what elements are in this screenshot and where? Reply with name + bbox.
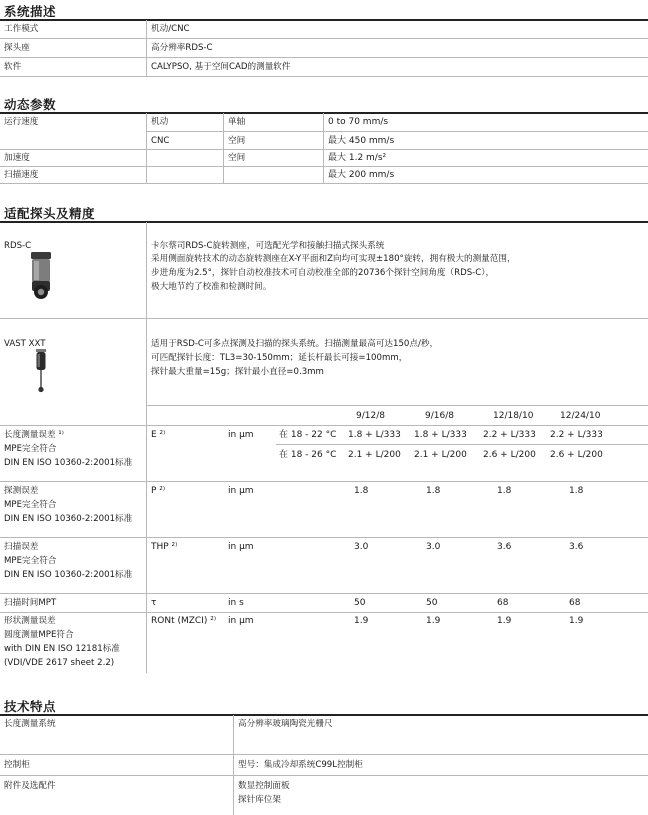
accuracy-value: 1.8: [497, 486, 512, 496]
accuracy-value: 1.8 + L/333: [414, 430, 467, 440]
dynamic-value-cnc: 最大 450 mm/s: [328, 136, 395, 146]
accuracy-label-probing: MPE完全符合: [4, 500, 57, 510]
tech-value-length-system: 高分辨率玻璃陶瓷光栅尺: [238, 719, 333, 729]
description-line: 适用于RSD-C可多点探测及扫描的探头系统。扫描测量最高可达150点/秒，: [151, 339, 439, 349]
vast-xxt-probe-icon: [32, 348, 50, 396]
accuracy-value: 50: [354, 598, 366, 608]
dynamic-accel-axis: 空间: [228, 153, 246, 163]
accuracy-column-header: 12/24/10: [560, 411, 601, 421]
system-value-software: CALYPSO, 基于空间CAD的测量软件: [151, 62, 291, 72]
probe-label-vast: VAST XXT: [4, 339, 46, 349]
row-divider: [0, 76, 648, 77]
accuracy-unit: in µm: [228, 486, 254, 496]
row-divider: [146, 405, 648, 406]
column-divider: [146, 113, 147, 183]
row-divider: [0, 593, 648, 594]
dynamic-mode-motor: 机动: [151, 117, 169, 127]
row-divider: [0, 425, 648, 426]
section-title-tech: 技术特点: [4, 699, 57, 714]
row-divider: [0, 612, 648, 613]
system-label-probe-head: 探头座: [4, 43, 30, 53]
accuracy-label-form: 形状测量误差: [4, 616, 56, 626]
accuracy-symbol-probing: P ²⁾: [151, 486, 166, 496]
accuracy-symbol-time: τ: [151, 598, 157, 608]
column-divider: [323, 113, 324, 183]
column-divider: [146, 405, 147, 673]
description-line: 步进角度为2.5°，探针自动校准技术可自动校准全部的20736个探针空间角度（RDS-C），: [151, 268, 495, 278]
system-value-mode: 机动/CNC: [151, 24, 190, 34]
accuracy-unit: in µm: [228, 542, 254, 552]
dynamic-axis-space: 空间: [228, 136, 246, 146]
section-rule: [0, 221, 648, 223]
accuracy-value: 1.8 + L/333: [348, 430, 401, 440]
accuracy-value: 1.8: [426, 486, 441, 496]
row-divider: [146, 131, 648, 132]
accuracy-value: 2.1 + L/200: [414, 450, 467, 460]
column-divider: [223, 113, 224, 183]
accuracy-label-probing: 探测误差: [4, 486, 39, 496]
accuracy-value: 68: [497, 598, 509, 608]
accuracy-column-header: 9/12/8: [356, 411, 385, 421]
tech-label-length-system: 长度测量系统: [4, 719, 56, 729]
system-label-software: 软件: [4, 62, 22, 72]
row-divider: [0, 537, 648, 538]
accuracy-unit: in s: [228, 598, 244, 608]
accuracy-unit: in µm: [228, 616, 254, 626]
accuracy-value: 3.6: [497, 542, 512, 552]
row-divider: [0, 318, 648, 319]
section-title-dynamic: 动态参数: [4, 97, 57, 112]
accuracy-value: 3.0: [354, 542, 369, 552]
row-divider: [276, 444, 648, 445]
accuracy-value: 2.6 + L/200: [550, 450, 603, 460]
section-title-system: 系统描述: [4, 4, 57, 19]
accuracy-label-time: 扫描时间MPT: [4, 598, 57, 608]
dynamic-label-scan: 扫描速度: [4, 170, 39, 180]
dynamic-accel-value: 最大 1.2 m/s²: [328, 153, 387, 163]
row-divider: [0, 754, 648, 755]
description-line: 卡尔蔡司RDS-C旋转测座，可选配光学和接触扫描式探头系统: [151, 241, 385, 251]
system-label-mode: 工作模式: [4, 24, 39, 34]
accuracy-unit: in µm: [228, 430, 254, 440]
accuracy-symbol-scanning: THP ²⁾: [151, 542, 178, 552]
accuracy-column-header: 9/16/8: [425, 411, 454, 421]
accuracy-label-scanning: DIN EN ISO 10360-2:2001标准: [4, 570, 133, 580]
dynamic-scan-value: 最大 200 mm/s: [328, 170, 395, 180]
dynamic-label-accel: 加速度: [4, 153, 30, 163]
tech-value-accessories: 数显控制面板: [238, 781, 290, 791]
accuracy-value: 1.8: [354, 486, 369, 496]
accuracy-value: 1.8: [569, 486, 584, 496]
row-divider: [0, 57, 648, 58]
tech-label-controller: 控制柜: [4, 760, 30, 770]
row-divider: [0, 38, 648, 39]
accuracy-value: 2.2 + L/333: [550, 430, 603, 440]
accuracy-label-length: DIN EN ISO 10360-2:2001标准: [4, 458, 133, 468]
tech-value-controller: 型号：集成冷却系统C99L控制柜: [238, 760, 363, 770]
column-divider: [146, 20, 147, 76]
accuracy-column-header: 12/18/10: [493, 411, 534, 421]
description-line: 可匹配探针长度：TL3=30-150mm；延长杆最长可接=100mm，: [151, 353, 408, 363]
description-line: 探针最大重量=15g；探针最小直径=0.3mm: [151, 367, 324, 377]
accuracy-label-form: 圆度测量MPE符合: [4, 630, 74, 640]
accuracy-value: 1.9: [354, 616, 369, 626]
accuracy-label-form: (VDI/VDE 2617 sheet 2.2): [4, 658, 115, 668]
probe-label-rdsc: RDS-C: [4, 241, 32, 251]
accuracy-value: 1.9: [497, 616, 512, 626]
accuracy-value: 3.6: [569, 542, 584, 552]
accuracy-label-length: 长度测量误差 ¹⁾: [4, 430, 64, 440]
accuracy-label-scanning: 扫描误差: [4, 542, 39, 552]
row-divider: [0, 183, 648, 184]
dynamic-axis-single: 单轴: [228, 117, 246, 127]
section-rule: [0, 112, 648, 114]
accuracy-value: 1.9: [426, 616, 441, 626]
column-divider: [146, 222, 147, 405]
accuracy-label-length: MPE完全符合: [4, 444, 57, 454]
accuracy-value: 1.9: [569, 616, 584, 626]
row-divider: [0, 775, 648, 776]
section-rule: [0, 19, 648, 21]
accuracy-temp: 在 18 - 26 °C: [279, 450, 337, 460]
section-rule: [0, 714, 648, 716]
row-divider: [0, 166, 648, 167]
accuracy-value: 2.2 + L/333: [483, 430, 536, 440]
tech-label-accessories: 附件及选配件: [4, 781, 56, 791]
description-line: 极大地节约了校准和检测时间。: [151, 282, 272, 292]
tech-value-accessories: 探针库位架: [238, 795, 281, 805]
accuracy-label-form: with DIN EN ISO 12181标准: [4, 644, 120, 654]
row-divider: [0, 481, 648, 482]
accuracy-symbol-length: E ²⁾: [151, 430, 166, 440]
section-title-probe: 适配探头及精度: [4, 206, 96, 221]
accuracy-value: 2.6 + L/200: [483, 450, 536, 460]
description-line: 采用侧面旋转技术的动态旋转测座在X-Y平面和Z向均可实现±180°旋转，拥有极大的测量范围，: [151, 254, 516, 264]
row-divider: [0, 149, 648, 150]
column-divider: [233, 715, 234, 815]
accuracy-value: 50: [426, 598, 438, 608]
accuracy-temp: 在 18 - 22 °C: [279, 430, 337, 440]
accuracy-label-scanning: MPE完全符合: [4, 556, 57, 566]
accuracy-label-probing: DIN EN ISO 10360-2:2001标准: [4, 514, 133, 524]
dynamic-value-motor: 0 to 70 mm/s: [328, 117, 389, 127]
accuracy-value: 3.0: [426, 542, 441, 552]
accuracy-value: 68: [569, 598, 581, 608]
dynamic-mode-cnc: CNC: [151, 136, 170, 146]
rds-c-probe-head-icon: [26, 251, 56, 299]
accuracy-symbol-form: RONt (MZCI) ²⁾: [151, 616, 217, 626]
accuracy-value: 2.1 + L/200: [348, 450, 401, 460]
system-value-probe-head: 高分辨率RDS-C: [151, 43, 213, 53]
dynamic-label-speed: 运行速度: [4, 117, 39, 127]
